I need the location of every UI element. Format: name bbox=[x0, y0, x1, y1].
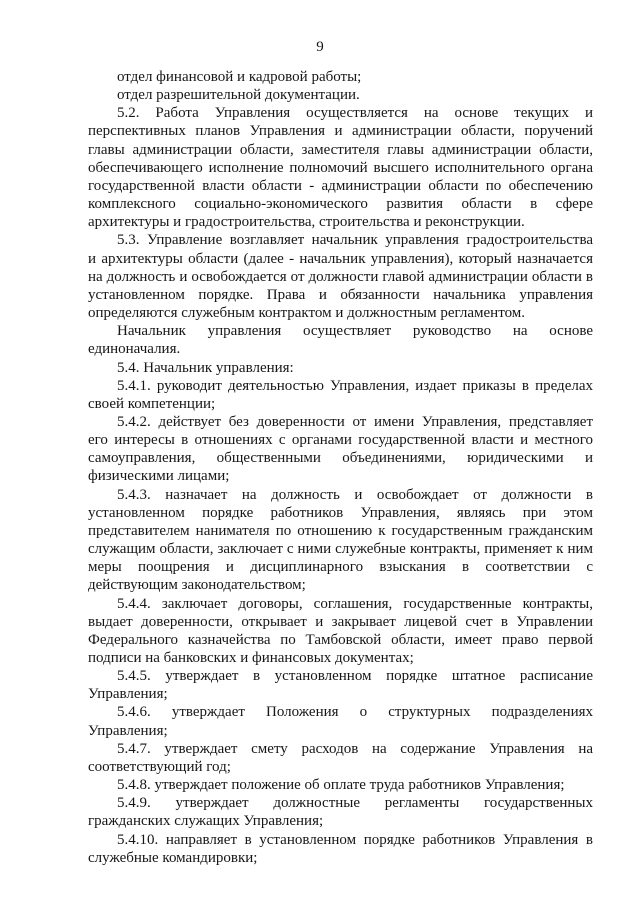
text-line: представителем нанимателя по отношению к государственным гражданским bbox=[88, 522, 593, 539]
text-line: выдает доверенности, открывает и закрывает лицевой счет в Управлении bbox=[88, 613, 593, 630]
text-line: 5.4.4. заключает договоры, соглашения, государственные контракты, bbox=[117, 595, 593, 612]
text-line: установленном порядке. Права и обязанности начальника управления bbox=[88, 286, 593, 303]
page-number: 9 bbox=[316, 39, 324, 55]
text-line: комплексного социально-экономического развития области в сфере bbox=[88, 196, 593, 213]
text-line: гражданских служащих Управления; bbox=[88, 813, 324, 830]
text-line: 5.4.1. руководит деятельностью Управления, издает приказы в пределах bbox=[117, 377, 593, 394]
text-line: меры поощрения и дисциплинарного взыскания в соответствии с bbox=[88, 559, 593, 576]
text-line: государственной власти области - администрации области по обеспечению bbox=[88, 177, 593, 194]
paragraph bbox=[88, 486, 593, 595]
text-line: 5.4.5. утверждает в установленном порядке штатное расписание bbox=[117, 668, 593, 685]
text-line: Управления; bbox=[88, 722, 168, 739]
text-line: 5.3. Управление возглавляет начальник управления градостроительства bbox=[117, 232, 593, 249]
text-line: служебные командировки; bbox=[88, 849, 258, 866]
paragraph bbox=[88, 413, 593, 486]
text-line: 5.4.3. назначает на должность и освобождает от должности в bbox=[117, 486, 593, 503]
text-line: подписи на банковских и финансовых документах; bbox=[88, 650, 414, 666]
text-line: определяются служебным контрактом и должностным регламентом. bbox=[88, 305, 526, 322]
paragraph bbox=[88, 68, 593, 86]
text-line: главы администрации области, заместителя главы администрации области, bbox=[88, 141, 593, 158]
text-line: Начальник управления осуществляет руководство на основе bbox=[117, 323, 593, 340]
paragraph bbox=[88, 231, 593, 322]
text-line: действующим законодательством; bbox=[88, 577, 306, 594]
text-line: его интересы в отношениях с органами государственной власти и местного bbox=[88, 432, 593, 449]
text-line: Управления; bbox=[88, 686, 168, 703]
text-line: единоначалия. bbox=[88, 341, 181, 358]
text-line: отдел разрешительной документации. bbox=[117, 87, 360, 104]
text-line: на должность и освобождается от должности главой администрации области в bbox=[88, 268, 593, 285]
paragraph bbox=[88, 86, 593, 104]
text-line: самоуправления, общественными объединениями, юридическими и bbox=[88, 450, 593, 467]
text-line: своей компетенции; bbox=[88, 395, 216, 412]
document-body bbox=[88, 68, 593, 867]
text-line: 5.4.9. утверждает должностные регламенты государственных bbox=[117, 795, 593, 812]
text-line: архитектуры и градостроительства, строительства и реконструкции. bbox=[88, 214, 525, 231]
paragraph bbox=[88, 595, 593, 668]
text-line: 5.4.8. утверждает положение об оплате труда работников Управления; bbox=[117, 777, 565, 794]
text-line: Федерального казначейства по Тамбовской области, имеет право первой bbox=[88, 631, 593, 648]
paragraph bbox=[88, 703, 593, 739]
paragraph bbox=[88, 322, 593, 358]
text-line: 5.4.7. утверждает смету расходов на содержание Управления на bbox=[117, 740, 593, 757]
paragraph bbox=[88, 377, 593, 413]
paragraph bbox=[88, 359, 593, 377]
text-line: обеспечивающего исполнение полномочий высшего исполнительного органа bbox=[88, 159, 593, 176]
text-line: 5.4.10. направляет в установленном порядке работников Управления в bbox=[117, 831, 593, 848]
text-line: отдел финансовой и кадровой работы; bbox=[117, 69, 362, 85]
paragraph bbox=[88, 776, 593, 794]
text-line: физическими лицами; bbox=[88, 468, 230, 485]
paragraph bbox=[88, 667, 593, 703]
text-line: служащим области, заключает с ними служебные контракты, применяет к ним bbox=[88, 541, 593, 558]
text-line: и архитектуры области (далее - начальник управления), который назначается bbox=[88, 250, 593, 267]
paragraph bbox=[88, 104, 593, 231]
paragraph bbox=[88, 794, 593, 830]
paragraph bbox=[88, 831, 593, 867]
text-line: 5.4. Начальник управления: bbox=[117, 359, 294, 376]
text-line: 5.4.2. действует без доверенности от имени Управления, представляет bbox=[117, 413, 593, 430]
paragraph bbox=[88, 740, 593, 776]
text-line: 5.2. Работа Управления осуществляется на основе текущих и bbox=[117, 105, 593, 122]
text-line: соответствующий год; bbox=[88, 758, 231, 775]
text-line: установленном порядке работников Управления, являясь при этом bbox=[88, 504, 593, 521]
text-line: перспективных планов Управления и администрации области, поручений bbox=[88, 123, 593, 140]
text-line: 5.4.6. утверждает Положения о структурных подразделениях bbox=[117, 704, 593, 721]
